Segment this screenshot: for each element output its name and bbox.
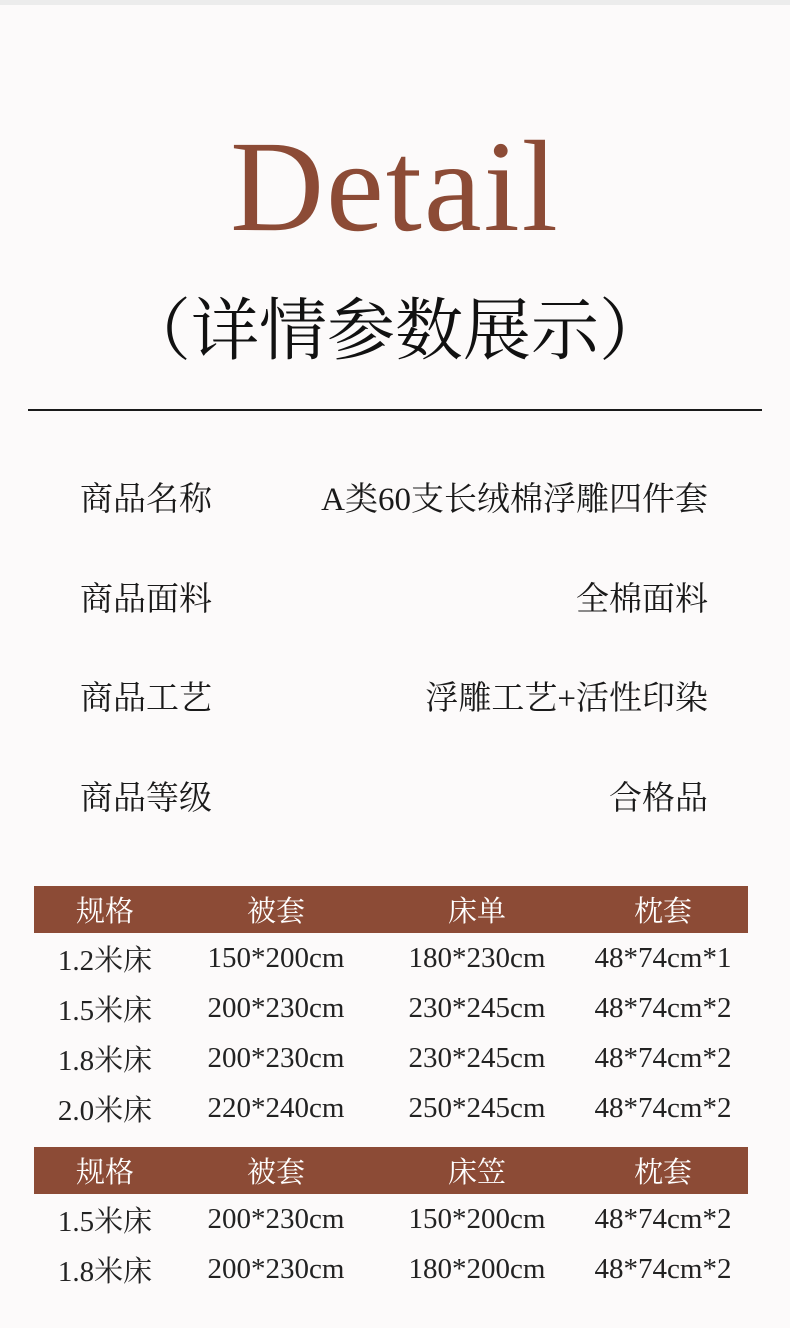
info-label: 商品面料: [80, 582, 212, 618]
info-label: 商品工艺: [80, 681, 212, 717]
info-row-name: [80, 475, 708, 525]
table-row: [34, 1194, 748, 1244]
table-cell: 200*230cm: [207, 1202, 345, 1235]
table-cell: 150*200cm: [408, 1202, 546, 1235]
table-cell: 250*245cm: [408, 1091, 546, 1124]
table-cell: 2.0米床: [57, 1094, 153, 1127]
column-header: 床笠: [376, 1147, 578, 1194]
size-table-sheet: [34, 886, 748, 1133]
page-title: Detail: [230, 115, 560, 259]
table-cell: 48*74cm*1: [594, 941, 732, 974]
table-cell: 150*200cm: [207, 941, 345, 974]
title-divider: [28, 409, 762, 411]
size-table-fitted: [34, 1147, 748, 1294]
info-row-grade: [80, 774, 708, 824]
column-header: 规格: [34, 886, 176, 933]
page-subtitle: （详情参数展示）: [122, 293, 667, 369]
table-row: [34, 1033, 748, 1083]
table-cell: 200*230cm: [207, 1252, 345, 1285]
table-cell: 48*74cm*2: [594, 991, 732, 1024]
table-cell: 48*74cm*2: [594, 1091, 732, 1124]
column-header: 被套: [176, 1147, 376, 1194]
table-cell: 1.5米床: [57, 1205, 153, 1238]
table-header-row: [34, 1147, 748, 1194]
table-cell: 1.8米床: [57, 1255, 153, 1288]
table-cell: 1.5米床: [57, 994, 153, 1027]
info-value: 全棉面料: [576, 582, 708, 618]
table-cell: 1.2米床: [57, 944, 153, 977]
top-divider: [0, 0, 790, 5]
column-header: 规格: [34, 1147, 176, 1194]
info-value: 浮雕工艺+活性印染: [425, 681, 708, 717]
table-cell: 200*230cm: [207, 1041, 345, 1074]
table-cell: 220*240cm: [207, 1091, 345, 1124]
column-header: 床单: [376, 886, 578, 933]
info-row-craft: [80, 674, 708, 724]
table-cell: 180*200cm: [408, 1252, 546, 1285]
table-cell: 48*74cm*2: [594, 1252, 732, 1285]
table-header-row: [34, 886, 748, 933]
info-row-fabric: [80, 575, 708, 625]
info-value: A类60支长绒棉浮雕四件套: [321, 482, 708, 518]
column-header: 枕套: [578, 886, 748, 933]
table-row: [34, 933, 748, 983]
info-label: 商品名称: [80, 482, 212, 518]
table-cell: 48*74cm*2: [594, 1202, 732, 1235]
table-cell: 230*245cm: [408, 1041, 546, 1074]
column-header: 枕套: [578, 1147, 748, 1194]
table-row: [34, 1083, 748, 1133]
table-cell: 230*245cm: [408, 991, 546, 1024]
table-cell: 200*230cm: [207, 991, 345, 1024]
table-cell: 1.8米床: [57, 1044, 153, 1077]
column-header: 被套: [176, 886, 376, 933]
table-cell: 180*230cm: [408, 941, 546, 974]
info-label: 商品等级: [80, 781, 212, 817]
table-row: [34, 1244, 748, 1294]
table-cell: 48*74cm*2: [594, 1041, 732, 1074]
info-value: 合格品: [609, 781, 708, 817]
table-row: [34, 983, 748, 1033]
